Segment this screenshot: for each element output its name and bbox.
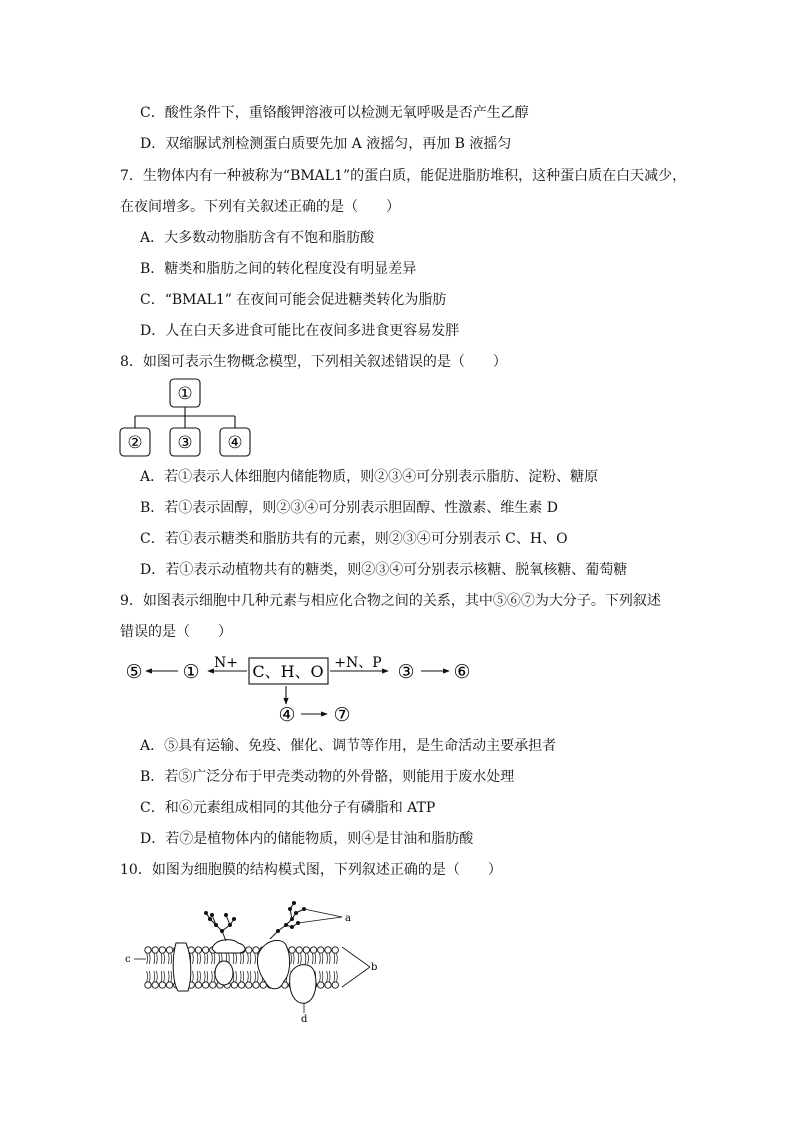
phospholipid-tail (157, 953, 158, 964)
phospholipid-tail (240, 971, 241, 982)
phospholipid-head (195, 982, 201, 988)
q9-node-7: ⑦ (333, 704, 351, 726)
q10-stem: 10．如图为细胞膜的结构模式图，下列叙述正确的是（ ） (120, 862, 502, 878)
label-c: c (125, 954, 131, 965)
q7-option-b: B．糖类和脂肪之间的转化程度没有明显差异 (140, 261, 417, 277)
phospholipid-tail (248, 953, 249, 964)
q8-option-a: A．若①表示人体细胞内储能物质，则②③④可分别表示脂肪、淀粉、糖原 (140, 469, 599, 485)
phospholipid-tail (320, 953, 321, 964)
phospholipid-tail (329, 953, 330, 964)
q8-box-2: ② (127, 433, 143, 453)
phospholipid-head (195, 947, 201, 953)
phospholipid-tail (248, 971, 249, 982)
phospholipid-head (310, 947, 316, 953)
phospholipid-head (202, 982, 208, 988)
phospholipid-tail (212, 953, 213, 964)
phospholipid-tail (243, 953, 244, 964)
phospholipid-tail (315, 953, 316, 964)
phospholipid-tail (212, 971, 213, 982)
phospholipid-tail (193, 953, 194, 964)
phospholipid-tail (207, 971, 208, 982)
transmembrane-protein-d (290, 965, 316, 1004)
phospholipid-tail (147, 953, 148, 964)
phospholipid-tail (233, 953, 234, 964)
q9-option-a: A．⑤具有运输、免疫、催化、调节等作用，是生命活动主要承担者 (140, 738, 557, 754)
phospholipid-tail (255, 971, 256, 982)
glycan-bead (224, 913, 228, 917)
phospholipid-tail (308, 953, 309, 964)
phospholipid-head (202, 947, 208, 953)
q9-element-diagram (118, 646, 488, 728)
phospholipid-head (325, 947, 331, 953)
embedded-protein-middle (215, 961, 233, 985)
q6-option-c: C．酸性条件下，重铬酸钾溶液可以检测无氧呼吸是否产生乙醇 (140, 105, 529, 121)
phospholipid-tail (301, 953, 302, 964)
q8-option-c: C．若①表示糖类和脂肪共有的元素，则②③④可分别表示 C、H、O (140, 531, 568, 547)
q9-node-3: ③ (397, 661, 415, 683)
phospholipid-tail (168, 971, 169, 982)
phospholipid-tail (240, 953, 241, 964)
phospholipid-tail (322, 971, 323, 982)
q9-stem-line-2: 错误的是（ ） (120, 624, 232, 640)
phospholipid-tail (250, 971, 251, 982)
q7-option-a: A．大多数动物脂肪含有不饱和脂肪酸 (140, 230, 375, 246)
glycan-bead (276, 929, 280, 933)
phospholipid-tail (204, 971, 205, 982)
glycan-bead (292, 901, 296, 905)
q10-cell-membrane-diagram (120, 895, 385, 1025)
phospholipid-tail (250, 953, 251, 964)
q7-stem-line-1: 7．生物体内有一种被称为“BMAL1”的蛋白质，能促进脂肪堆积，这种蛋白质在白天减少， (120, 168, 687, 184)
phospholipid-tail (236, 953, 237, 964)
phospholipid-tail (337, 971, 338, 982)
q8-box-3: ③ (177, 433, 193, 453)
label-a: a (345, 913, 351, 924)
phospholipid-tail (197, 971, 198, 982)
phospholipid-tail (161, 971, 162, 982)
phospholipid-tail (171, 971, 172, 982)
phospholipid-head (152, 947, 158, 953)
phospholipid-head (289, 947, 295, 953)
phospholipid-tail (154, 971, 155, 982)
q7-stem-line-2: 在夜间增多。下列有关叙述正确的是（ ） (120, 199, 400, 215)
phospholipid-tail (147, 971, 148, 982)
phospholipid-tail (207, 953, 208, 964)
phospholipid-tail (329, 971, 330, 982)
q9-left-arrow-label: N+ (214, 655, 238, 671)
phospholipid-head (231, 982, 237, 988)
label-b: b (371, 962, 378, 973)
q8-stem: 8．如图可表示生物概念模型，下列相关叙述错误的是（ ） (120, 354, 507, 370)
q9-option-d: D．若⑦是植物体内的储能物质，则④是甘油和脂肪酸 (140, 831, 474, 847)
phospholipid-tail (193, 971, 194, 982)
phospholipid-tail (197, 953, 198, 964)
phospholipid-head (145, 982, 151, 988)
phospholipid-head (318, 947, 324, 953)
q8-concept-diagram (115, 378, 255, 460)
phospholipid-tail (214, 953, 215, 964)
phospholipid-tail (334, 971, 335, 982)
phospholipid-tail (320, 971, 321, 982)
phospholipid-tail (327, 971, 328, 982)
phospholipid-head (303, 947, 309, 953)
phospholipid-head (296, 947, 302, 953)
phospholipid-head (210, 982, 216, 988)
phospholipid-tail (149, 953, 150, 964)
phospholipid-tail (204, 953, 205, 964)
q9-option-b: B．若⑤广泛分布于甲壳类动物的外骨骼，则能用于废水处理 (140, 769, 515, 785)
phospholipid-tail (243, 971, 244, 982)
phospholipid-head (145, 947, 151, 953)
phospholipid-tail (255, 953, 256, 964)
phospholipid-tail (257, 971, 258, 982)
phospholipid-head (238, 982, 244, 988)
q8-option-d: D．若①表示动植物共有的糖类，则②③④可分别表示核糖、脱氧核糖、葡萄糖 (140, 562, 628, 578)
phospholipid-head (152, 982, 158, 988)
glycan-bead (228, 923, 232, 927)
phospholipid-tail (171, 953, 172, 964)
phospholipid-tail (161, 953, 162, 964)
peripheral-protein-top (212, 940, 245, 953)
q9-option-c: C．和⑥元素组成相同的其他分子有磷脂和 ATP (140, 800, 436, 816)
q8-option-b: B．若①表示固醇，则②③④可分别表示胆固醇、性激素、维生素 D (140, 500, 558, 516)
phospholipid-head (253, 982, 259, 988)
q7-option-d: D．人在白天多进食可能比在夜间多进食更容易发胖 (140, 323, 460, 339)
q7-option-c: C．“BMAL1” 在夜间可能会促进糖类转化为脂肪 (140, 292, 447, 308)
glycan-bead (220, 929, 224, 933)
phospholipid-tail (322, 953, 323, 964)
q6-option-d: D．双缩脲试剂检测蛋白质要先加 A 液摇匀，再加 B 液摇匀 (140, 136, 512, 152)
phospholipid-tail (293, 953, 294, 964)
label-d: d (301, 1014, 308, 1025)
phospholipid-tail (312, 953, 313, 964)
phospholipid-tail (200, 971, 201, 982)
phospholipid-head (332, 947, 338, 953)
glycan-bead (208, 917, 212, 921)
q9-center-box-text: C、H、O (252, 662, 324, 681)
phospholipid-tail (298, 953, 299, 964)
phospholipid-tail (168, 953, 169, 964)
phospholipid-head (166, 982, 172, 988)
phospholipid-head (318, 982, 324, 988)
q9-node-1: ① (182, 661, 200, 683)
phospholipid-head (325, 982, 331, 988)
phospholipid-tail (337, 953, 338, 964)
glycan-bead (294, 911, 298, 915)
phospholipid-head (246, 947, 252, 953)
q9-node-6: ⑥ (453, 661, 471, 683)
q9-right-arrow-label: +N、P (334, 655, 382, 671)
q9-node-5: ⑤ (125, 661, 143, 683)
phospholipid-head (332, 982, 338, 988)
phospholipid-tail (149, 971, 150, 982)
phospholipid-tail (334, 953, 335, 964)
q9-stem-line-1: 9．如图表示细胞中几种元素与相应化合物之间的关系，其中⑤⑥⑦为大分子。下列叙述 (120, 593, 661, 609)
glycan-bead (284, 923, 288, 927)
phospholipid-tail (154, 953, 155, 964)
phospholipid-head (246, 982, 252, 988)
glycan-bead (204, 911, 208, 915)
phospholipid-head (253, 947, 259, 953)
glycan-bead (290, 925, 294, 929)
phospholipid-tail (327, 953, 328, 964)
phospholipid-tail (200, 953, 201, 964)
glycan-bead (214, 923, 218, 927)
glycan-bead (210, 913, 214, 917)
phospholipid-tail (305, 953, 306, 964)
phospholipid-head (159, 947, 165, 953)
phospholipid-tail (236, 971, 237, 982)
q8-box-1: ① (177, 384, 193, 404)
q8-box-4: ④ (227, 433, 243, 453)
glycan-bead (232, 917, 236, 921)
glycan-bead (288, 907, 292, 911)
phospholipid-tail (291, 953, 292, 964)
phospholipid-tail (164, 971, 165, 982)
glycan-bead (290, 917, 294, 921)
phospholipid-head (166, 947, 172, 953)
transmembrane-protein-left (173, 943, 191, 991)
phospholipid-tail (157, 971, 158, 982)
phospholipid-tail (164, 953, 165, 964)
q9-node-4: ④ (278, 704, 296, 726)
phospholipid-head (159, 982, 165, 988)
